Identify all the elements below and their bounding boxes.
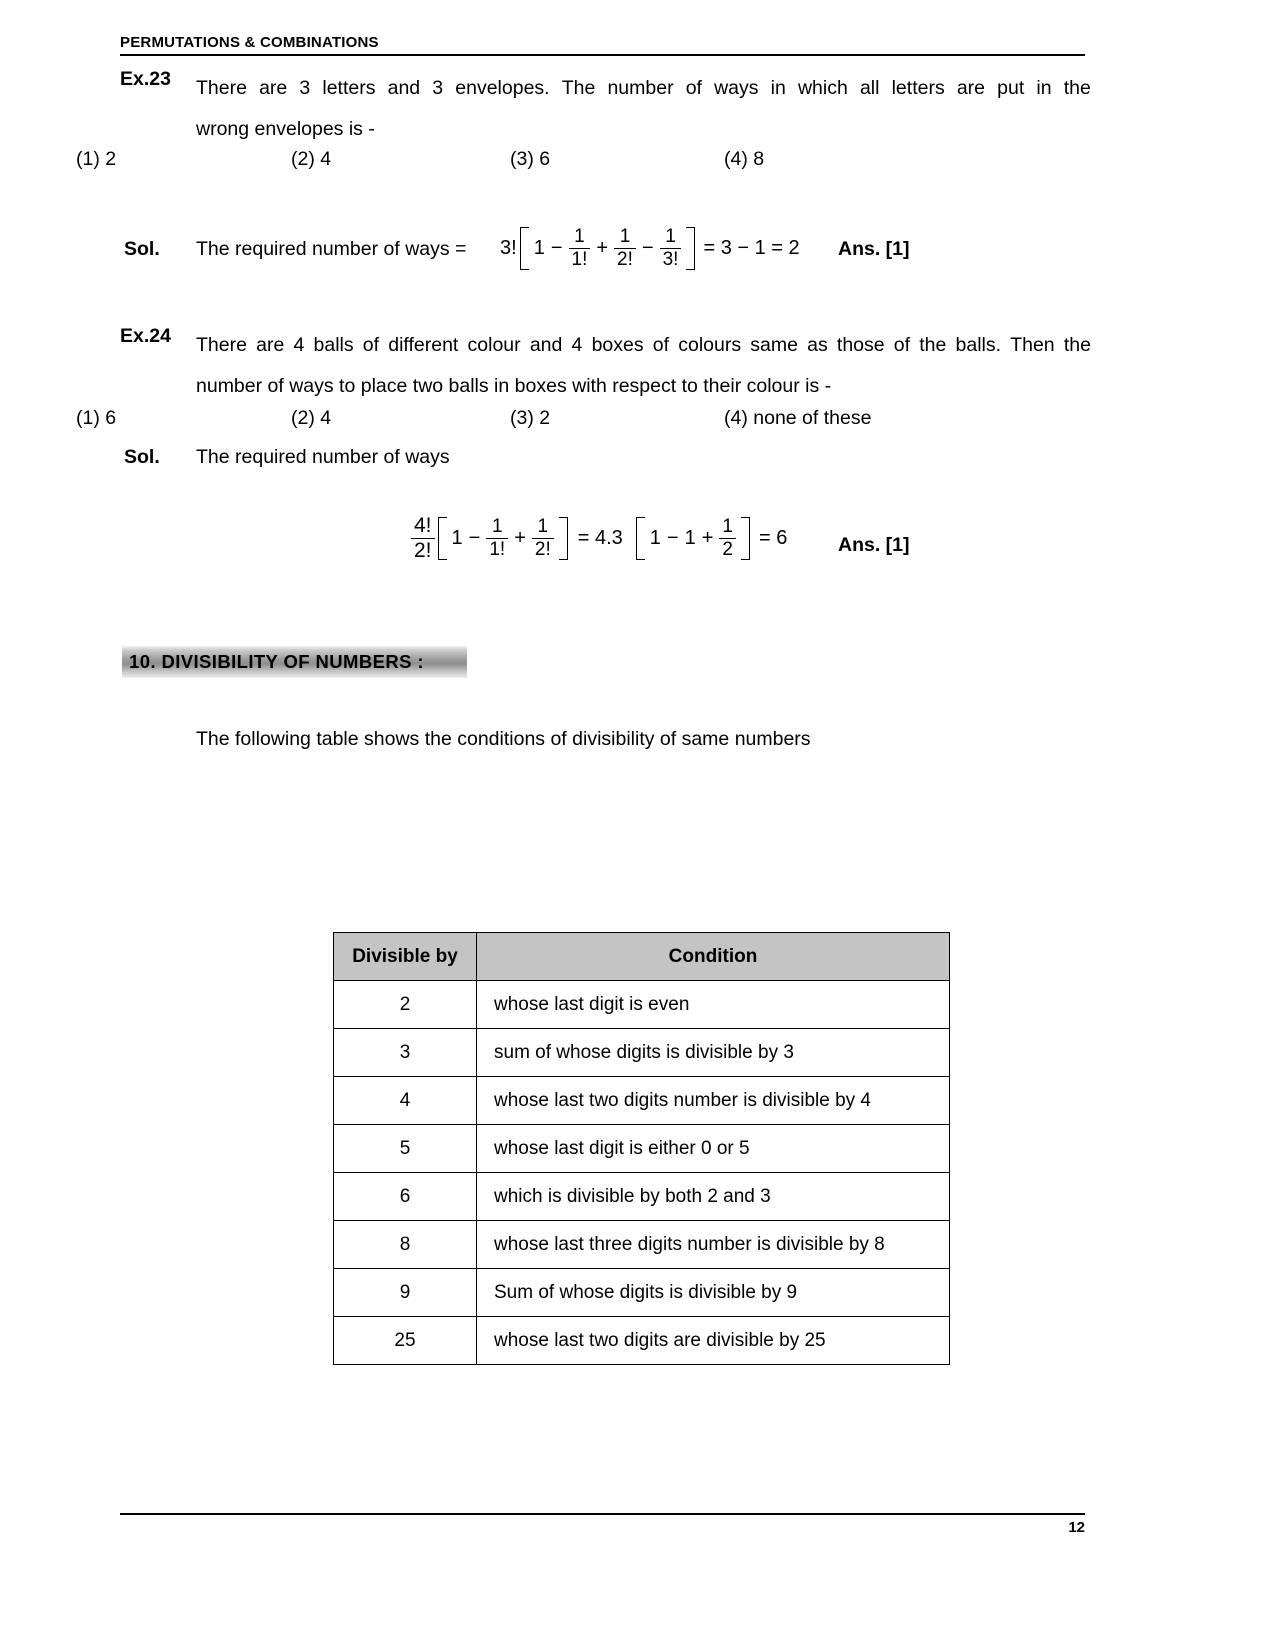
- numerator: 1: [619, 226, 631, 247]
- formula-23-plus: +: [596, 236, 609, 259]
- word: balls.: [955, 334, 1002, 356]
- formula-23-frac1: [569, 227, 591, 270]
- header-rule: [120, 54, 1085, 56]
- formula-24-b2-one: 1: [684, 526, 696, 549]
- word: colour: [467, 334, 521, 356]
- formula-23-minus2: −: [641, 236, 654, 259]
- word: of: [652, 334, 670, 356]
- word: The: [561, 77, 596, 99]
- word: are: [956, 77, 986, 99]
- formula-24: [408, 512, 790, 565]
- table-row: [334, 1029, 950, 1077]
- cell-condition: whose last three digits number is divisible by 8: [477, 1221, 950, 1269]
- formula-23-bracket-group: [520, 222, 696, 275]
- answer-24: Ans. [1]: [838, 534, 910, 556]
- formula-24-minus: −: [468, 526, 481, 549]
- word: all: [859, 77, 880, 99]
- option-23-3[interactable]: (3) 6: [510, 148, 551, 170]
- word: of: [362, 334, 380, 356]
- cell-number: 25: [334, 1317, 477, 1365]
- formula-24-b2-plus: +: [701, 526, 714, 549]
- option-23-4[interactable]: (4) 8: [724, 148, 765, 170]
- right-bracket-icon: [686, 227, 695, 270]
- word: Then: [1010, 334, 1055, 356]
- column-header-divisible-by: Divisible by: [334, 933, 477, 981]
- word: same: [750, 334, 798, 356]
- word: 3: [432, 77, 444, 99]
- table-row: [334, 1269, 950, 1317]
- table-header-row: [334, 933, 950, 981]
- word: the: [1063, 334, 1091, 356]
- word: the: [1063, 77, 1091, 99]
- left-bracket-icon: [636, 517, 645, 560]
- example-24-line1: [196, 325, 1091, 366]
- table-row: [334, 981, 950, 1029]
- option-23-2[interactable]: (2) 4: [291, 148, 332, 170]
- word: letters: [891, 77, 945, 99]
- word: colours: [678, 334, 742, 356]
- word: different: [388, 334, 459, 356]
- word: envelopes.: [455, 77, 550, 99]
- cell-condition: sum of whose digits is divisible by 3: [477, 1029, 950, 1077]
- numerator: 4!: [414, 513, 432, 537]
- column-header-condition: Condition: [477, 933, 950, 981]
- formula-24-b2-frac: [719, 517, 736, 560]
- footer-rule: [120, 1513, 1085, 1515]
- cell-condition: whose last digit is even: [477, 981, 950, 1029]
- table-row: [334, 1173, 950, 1221]
- formula-23: [497, 222, 803, 275]
- denominator: 2: [719, 538, 736, 560]
- page-header: [120, 34, 1085, 56]
- solution-label-23: Sol.: [124, 238, 160, 260]
- example-24-line2: number of ways to place two balls in boxes with respect to their colour is -: [196, 375, 832, 397]
- word: letters: [322, 77, 376, 99]
- formula-24-plus: +: [514, 526, 526, 549]
- word: of: [893, 334, 911, 356]
- table-row: [334, 1221, 950, 1269]
- denominator: 3!: [660, 248, 682, 270]
- word: boxes: [591, 334, 644, 356]
- word: in: [1036, 77, 1052, 99]
- example-text-24: [196, 325, 1091, 407]
- word: put: [997, 77, 1025, 99]
- left-bracket-icon: [438, 517, 447, 560]
- numerator: 1: [574, 226, 585, 247]
- cell-number: 9: [334, 1269, 477, 1317]
- section-intro-text: The following table shows the conditions of divisibility of same numbers: [196, 728, 811, 750]
- formula-24-mid: = 4.3: [577, 526, 623, 549]
- word: are: [259, 77, 288, 99]
- table-row: [334, 1317, 950, 1365]
- formula-23-frac2: [614, 227, 636, 270]
- denominator: 1!: [486, 538, 508, 560]
- formula-23-minus1: −: [550, 236, 563, 259]
- right-bracket-icon: [741, 517, 750, 560]
- divisibility-table-wrap: [333, 932, 949, 1365]
- page-title: PERMUTATIONS & COMBINATIONS: [120, 34, 379, 51]
- word: balls: [313, 334, 354, 356]
- formula-23-lead: 3!: [500, 236, 517, 259]
- denominator: 2!: [411, 538, 435, 562]
- formula-23-frac3: [660, 227, 682, 270]
- word: of: [685, 77, 702, 99]
- cell-condition: whose last two digits are divisible by 25: [477, 1317, 950, 1365]
- formula-24-lead-frac: [411, 515, 435, 562]
- word: ways: [714, 77, 759, 99]
- divisibility-table: [333, 932, 950, 1365]
- example-label-23: Ex.23: [120, 68, 171, 90]
- formula-23-tail: = 3 − 1 = 2: [703, 236, 800, 259]
- cell-condition: which is divisible by both 2 and 3: [477, 1173, 950, 1221]
- denominator: 2!: [532, 538, 554, 560]
- word: those: [836, 334, 885, 356]
- solution-text-24: The required number of ways: [196, 446, 450, 468]
- word: There: [196, 77, 247, 99]
- cell-number: 3: [334, 1029, 477, 1077]
- cell-number: 8: [334, 1221, 477, 1269]
- right-bracket-icon: [559, 517, 568, 560]
- table-row: [334, 1125, 950, 1173]
- formula-24-frac1: [486, 517, 508, 560]
- word: and: [387, 77, 421, 99]
- word: in: [770, 77, 786, 99]
- section-heading-text: 10. DIVISIBILITY OF NUMBERS :: [129, 650, 424, 672]
- cell-condition: whose last digit is either 0 or 5: [477, 1125, 950, 1173]
- formula-23-one: 1: [533, 236, 545, 259]
- word: as: [807, 334, 828, 356]
- cell-number: 4: [334, 1077, 477, 1125]
- formula-24-one: 1: [451, 526, 463, 549]
- option-23-1[interactable]: (1) 2: [76, 148, 117, 170]
- answer-23: Ans. [1]: [838, 238, 910, 260]
- numerator: 1: [722, 516, 733, 537]
- denominator: 2!: [614, 248, 636, 270]
- word: which: [797, 77, 848, 99]
- word: and: [529, 334, 563, 356]
- left-bracket-icon: [520, 227, 529, 270]
- formula-24-bracket-group-1: [438, 512, 568, 565]
- numerator: 1: [537, 516, 549, 537]
- formula-24-bracket-group-2: [636, 512, 750, 565]
- example-23-line2: wrong envelopes is -: [196, 118, 375, 140]
- numerator: 1: [491, 516, 503, 537]
- option-24-4[interactable]: (4) none of these: [724, 407, 872, 429]
- formula-24-tail: = 6: [758, 526, 788, 549]
- cell-condition: Sum of whose digits is divisible by 9: [477, 1269, 950, 1317]
- option-24-3[interactable]: (3) 2: [510, 407, 551, 429]
- formula-24-frac2: [532, 517, 554, 560]
- option-24-2[interactable]: (2) 4: [291, 407, 332, 429]
- solution-label-24: Sol.: [124, 446, 160, 468]
- denominator: 1!: [569, 248, 591, 270]
- word: 4: [293, 334, 305, 356]
- table-row: [334, 1077, 950, 1125]
- word: 3: [299, 77, 311, 99]
- word: are: [256, 334, 285, 356]
- word: the: [919, 334, 947, 356]
- page-number: 12: [1068, 1519, 1085, 1536]
- cell-number: 2: [334, 981, 477, 1029]
- example-label-24: Ex.24: [120, 325, 171, 347]
- word: number: [607, 77, 674, 99]
- formula-24-b2-a: 1: [649, 526, 661, 549]
- formula-24-b2-minus: −: [666, 526, 679, 549]
- example-23-line1: [196, 68, 1091, 109]
- cell-number: 6: [334, 1173, 477, 1221]
- numerator: 1: [665, 226, 676, 247]
- cell-condition: whose last two digits number is divisible by 4: [477, 1077, 950, 1125]
- solution-text-23: The required number of ways =: [196, 238, 467, 260]
- cell-number: 5: [334, 1125, 477, 1173]
- section-heading-banner: [122, 645, 467, 678]
- word: 4: [571, 334, 583, 356]
- word: There: [196, 334, 247, 356]
- example-text-23: [196, 68, 1091, 150]
- option-24-1[interactable]: (1) 6: [76, 407, 117, 429]
